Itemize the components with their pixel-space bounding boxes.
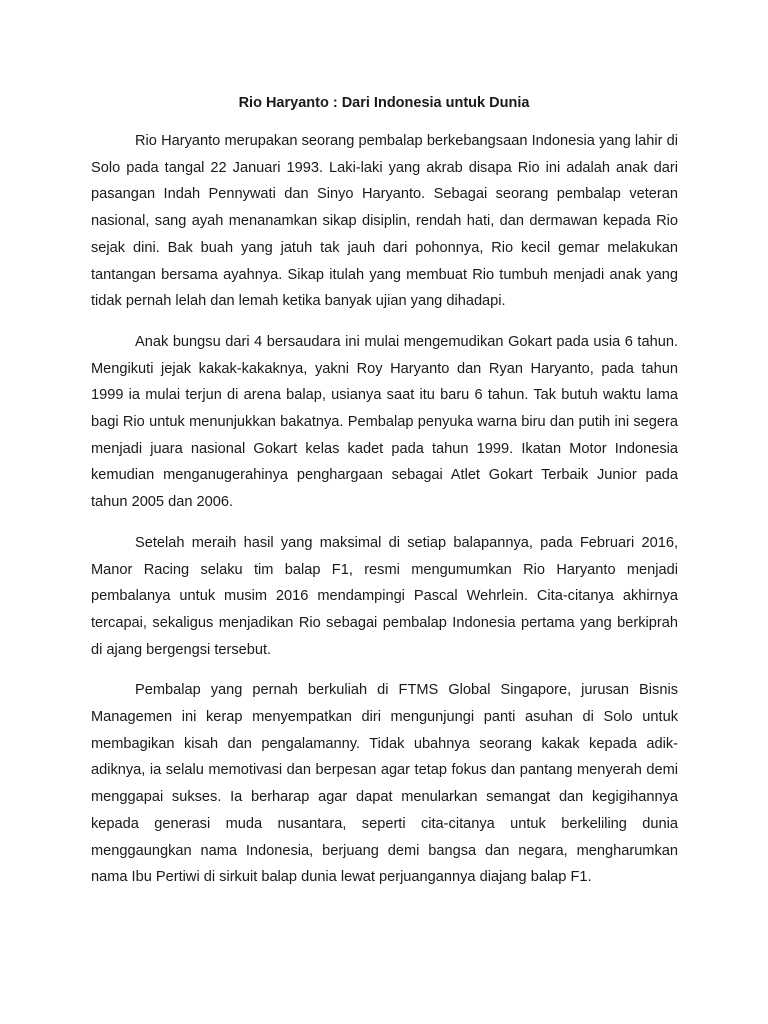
paragraph-2: Anak bungsu dari 4 bersaudara ini mulai mengemudikan Gokart pada usia 6 tahun. Mengikuti jejak kakak-kakaknya, yakni Roy Haryanto dan Ryan Haryanto, pada tahun 1999 ia mulai terjun di arena balap, usianya saat itu baru 6 tahun. Tak butuh waktu lama bagi Rio untuk menunjukkan bakatnya. Pembalap penyuka warna biru dan putih ini segera menjadi juara nasional Gokart kelas kadet pada tahun 1999. Ikatan Motor Indonesia kemudian menganugerahinya penghargaan sebagai Atlet Gokart Terbaik Junior pada tahun 2005 dan 2006. bbox=[91, 333, 678, 511]
paragraph-3: Setelah meraih hasil yang maksimal di setiap balapannya, pada Februari 2016, Manor Racing selaku tim balap F1, resmi mengumumkan Rio Haryanto menjadi pembalanya untuk musim 2016 mendampingi Pascal Wehrlein. Cita-citanya akhirnya tercapai, sekaligus menjadikan Rio sebagai pembalap Indonesia pertama yang berkiprah di ajang bergengsi tersebut. bbox=[91, 534, 678, 658]
document-title: Rio Haryanto : Dari Indonesia untuk Dunia bbox=[238, 95, 530, 111]
document-body bbox=[91, 128, 678, 905]
paragraph-4: Pembalap yang pernah berkuliah di FTMS Global Singapore, jurusan Bisnis Managemen ini kerap menyempatkan diri mengunjungi panti asuhan di Solo untuk membagikan kisah dan pengalamanny. Tidak ubahnya seorang kakak kepada adik-adiknya, ia selalu memotivasi dan berpesan agar tetap fokus dan pantang menyerah demi menggapai sukses. Ia berharap agar dapat menularkan semangat dan kegigihannya kepada generasi muda nusantara, seperti cita-citanya untuk berkeliling dunia menggaungkan nama Indonesia, berjuang demi bangsa dan negara, mengharumkan nama Ibu Pertiwi di sirkuit balap dunia lewat perjuangannya diajang balap F1. bbox=[91, 682, 678, 886]
paragraph-1: Rio Haryanto merupakan seorang pembalap berkebangsaan Indonesia yang lahir di Solo pada tangal 22 Januari 1993. Laki-laki yang akrab disapa Rio ini adalah anak dari pasangan Indah Pennywati dan Sinyo Haryanto. Sebagai seorang pembalap veteran nasional, sang ayah menanamkan sikap disiplin, rendah hati, dan dermawan kepada Rio sejak dini. Bak buah yang jatuh tak jauh dari pohonnya, Rio kecil gemar melakukan tantangan bersama ayahnya. Sikap itulah yang membuat Rio tumbuh menjadi anak yang tidak pernah lelah dan lemah ketika banyak ujian yang dihadapi. bbox=[91, 133, 678, 310]
